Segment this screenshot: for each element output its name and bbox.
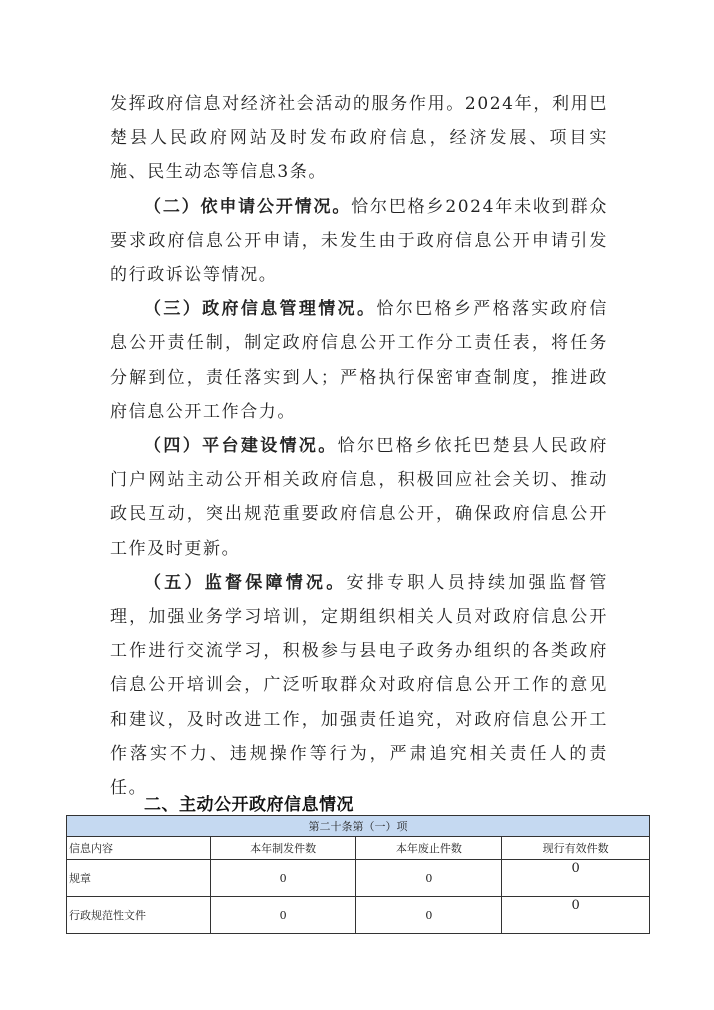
- body-text: [110, 87, 608, 805]
- paragraph-application-disclosure: [110, 190, 608, 293]
- table-caption-row: [67, 816, 650, 837]
- column-header: 现行有效件数: [502, 837, 650, 860]
- table-cell: 0: [356, 897, 502, 934]
- paragraph-continuation: 发挥政府信息对经济社会活动的服务作用。2024年，利用巴楚县人民政府网站及时发布政府信息，经济发展、项目实施、民生动态等信息3条。: [110, 94, 608, 183]
- column-header: 信息内容: [67, 837, 211, 860]
- table-cell: 规章: [67, 860, 211, 897]
- paragraph-lead: （四）平台建设情况。: [144, 436, 338, 457]
- column-header: 本年废止件数: [356, 837, 502, 860]
- paragraph-platform-building: [110, 429, 608, 566]
- table-cell: 0: [502, 860, 650, 897]
- paragraph-supervision: [110, 566, 608, 805]
- table-cell: 行政规范性文件: [67, 897, 211, 934]
- table-cell: 0: [210, 897, 356, 934]
- paragraph-lead: （三）政府信息管理情况。: [144, 299, 377, 320]
- column-header: 本年制发件数: [210, 837, 356, 860]
- table-cell: 0: [502, 897, 650, 934]
- table-cell: 0: [210, 860, 356, 897]
- table-caption: 第二十条第（一）项: [67, 816, 650, 837]
- paragraph-text: 恰尔巴格乡严格落实政府信息公开责任制，制定政府信息公开工作分工责任表，将任务分解到位，责任落实到人；严格执行保密审查制度，推进政府信息公开工作合力。: [110, 299, 609, 422]
- paragraph-lead: （二）依申请公开情况。: [144, 196, 352, 217]
- table-cell: 0: [356, 860, 502, 897]
- table-row: [67, 897, 650, 934]
- section-heading: 二、主动公开政府信息情况: [144, 795, 354, 815]
- table-header-row: [67, 837, 650, 860]
- table-row: [67, 860, 650, 897]
- paragraph-text: 安排专职人员持续加强监督管理，加强业务学习培训，定期组织相关人员对政府信息公开工作进行交流学习，积极参与县电子政务办组织的各类政府信息公开培训会，广泛听取群众对政府信息公开工作的意见和建议，及时改进工作，加强责任追究，对政府信息公开工作落实不力、违规操作等行为，严肃追究相关责任人的责任。: [110, 572, 608, 799]
- paragraph-info-management: [110, 292, 608, 429]
- paragraph-lead: （五）监督保障情况。: [144, 572, 347, 593]
- paragraph-text: 恰尔巴格乡依托巴楚县人民政府门户网站主动公开相关政府信息，积极回应社会关切、推动政民互动，突出规范重要政府信息公开，确保政府信息公开工作及时更新。: [110, 436, 608, 559]
- paragraph-text: 恰尔巴格乡2024年未收到群众要求政府信息公开申请，未发生由于政府信息公开申请引发的行政诉讼等情况。: [110, 196, 608, 286]
- disclosure-table: [66, 815, 650, 934]
